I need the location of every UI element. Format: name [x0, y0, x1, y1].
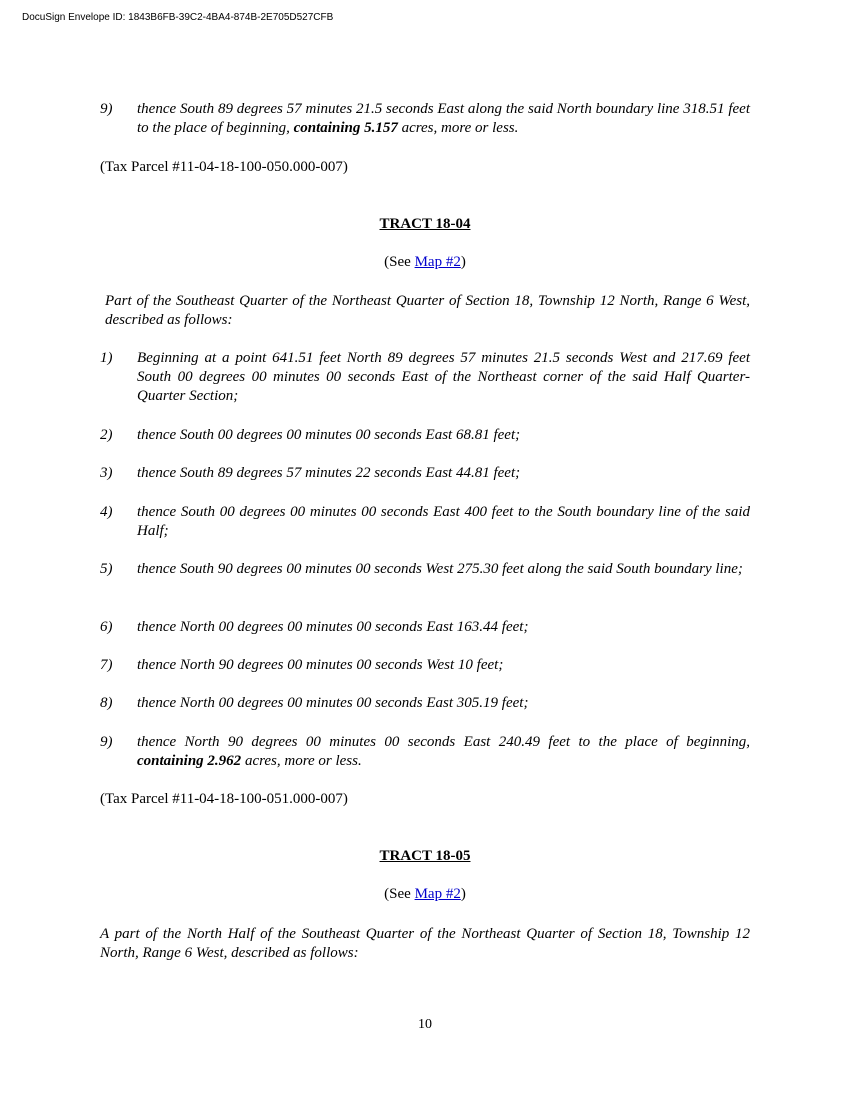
- tract-heading: TRACT 18-04: [379, 216, 471, 232]
- item-text: thence North 00 degrees 00 minutes 00 seconds East 163.44 feet;: [137, 619, 529, 635]
- map-reference: (See Map #2): [384, 254, 466, 270]
- tract-intro: A part of the North Half of the Southeast Quarter of the Northeast Quarter of Section 18, Township 12 North, Range 6 West, described as follows:: [100, 926, 750, 961]
- list-item: [100, 733, 750, 771]
- page-number: 10: [418, 1017, 432, 1032]
- acreage: containing 5.157: [293, 120, 398, 136]
- item-number: 7): [100, 657, 113, 673]
- tract-intro: Part of the Southeast Quarter of the Northeast Quarter of Section 18, Township 12 North, Range 6 West, described as follows:: [105, 293, 750, 328]
- item-number: 6): [100, 619, 113, 635]
- item-number: 2): [100, 427, 113, 443]
- item-number: 3): [100, 465, 113, 481]
- item-number: 4): [100, 504, 113, 520]
- map-reference: (See Map #2): [384, 886, 466, 902]
- map-link[interactable]: Map #2: [414, 886, 461, 902]
- tax-parcel: (Tax Parcel #11-04-18-100-051.000-007): [100, 791, 348, 807]
- list-item: [100, 503, 750, 541]
- list-item: [100, 464, 750, 483]
- item-number: 5): [100, 561, 113, 577]
- list-item: [100, 349, 750, 406]
- item-text: Beginning at a point 641.51 feet North 89 degrees 57 minutes 21.5 seconds West and 217.69 feet South 00 degrees 00 minutes 00 seconds East of the Northeast corner of the said Half Quarter-Quarter Section;: [137, 350, 750, 404]
- list-item: [100, 100, 750, 138]
- list-item: [100, 694, 750, 713]
- item-text: thence South 90 degrees 00 minutes 00 seconds West 275.30 feet along the said South boundary line;: [137, 561, 743, 577]
- tax-parcel: (Tax Parcel #11-04-18-100-050.000-007): [100, 159, 348, 175]
- list-item: [100, 560, 750, 579]
- list-item: [100, 618, 750, 637]
- item-text: thence South 89 degrees 57 minutes 22 seconds East 44.81 feet;: [137, 465, 521, 481]
- item-text: thence South 89 degrees 57 minutes 21.5 seconds East along the said North boundary line 318.51 feet to the place of beginning, containing 5.157 acres, more or less.: [137, 101, 750, 136]
- item-text: thence South 00 degrees 00 minutes 00 seconds East 68.81 feet;: [137, 427, 521, 443]
- item-number: 9): [100, 734, 113, 750]
- tract-heading: TRACT 18-05: [379, 848, 471, 864]
- map-link[interactable]: Map #2: [414, 254, 461, 270]
- item-text: thence South 00 degrees 00 minutes 00 seconds East 400 feet to the South boundary line of the said Half;: [137, 504, 750, 539]
- item-text: thence North 90 degrees 00 minutes 00 seconds West 10 feet;: [137, 657, 504, 673]
- list-item: [100, 656, 750, 675]
- item-number: 1): [100, 350, 113, 366]
- item-number: 9): [100, 101, 113, 117]
- list-item: [100, 426, 750, 445]
- docusign-envelope-id: DocuSign Envelope ID: 1843B6FB-39C2-4BA4-874B-2E705D527CFB: [22, 12, 334, 23]
- item-text: thence North 00 degrees 00 minutes 00 seconds East 305.19 feet;: [137, 695, 529, 711]
- item-text: thence North 90 degrees 00 minutes 00 seconds East 240.49 feet to the place of beginning, containing 2.962 acres, more or less.: [137, 734, 750, 769]
- acreage: containing 2.962: [137, 753, 242, 769]
- item-number: 8): [100, 695, 113, 711]
